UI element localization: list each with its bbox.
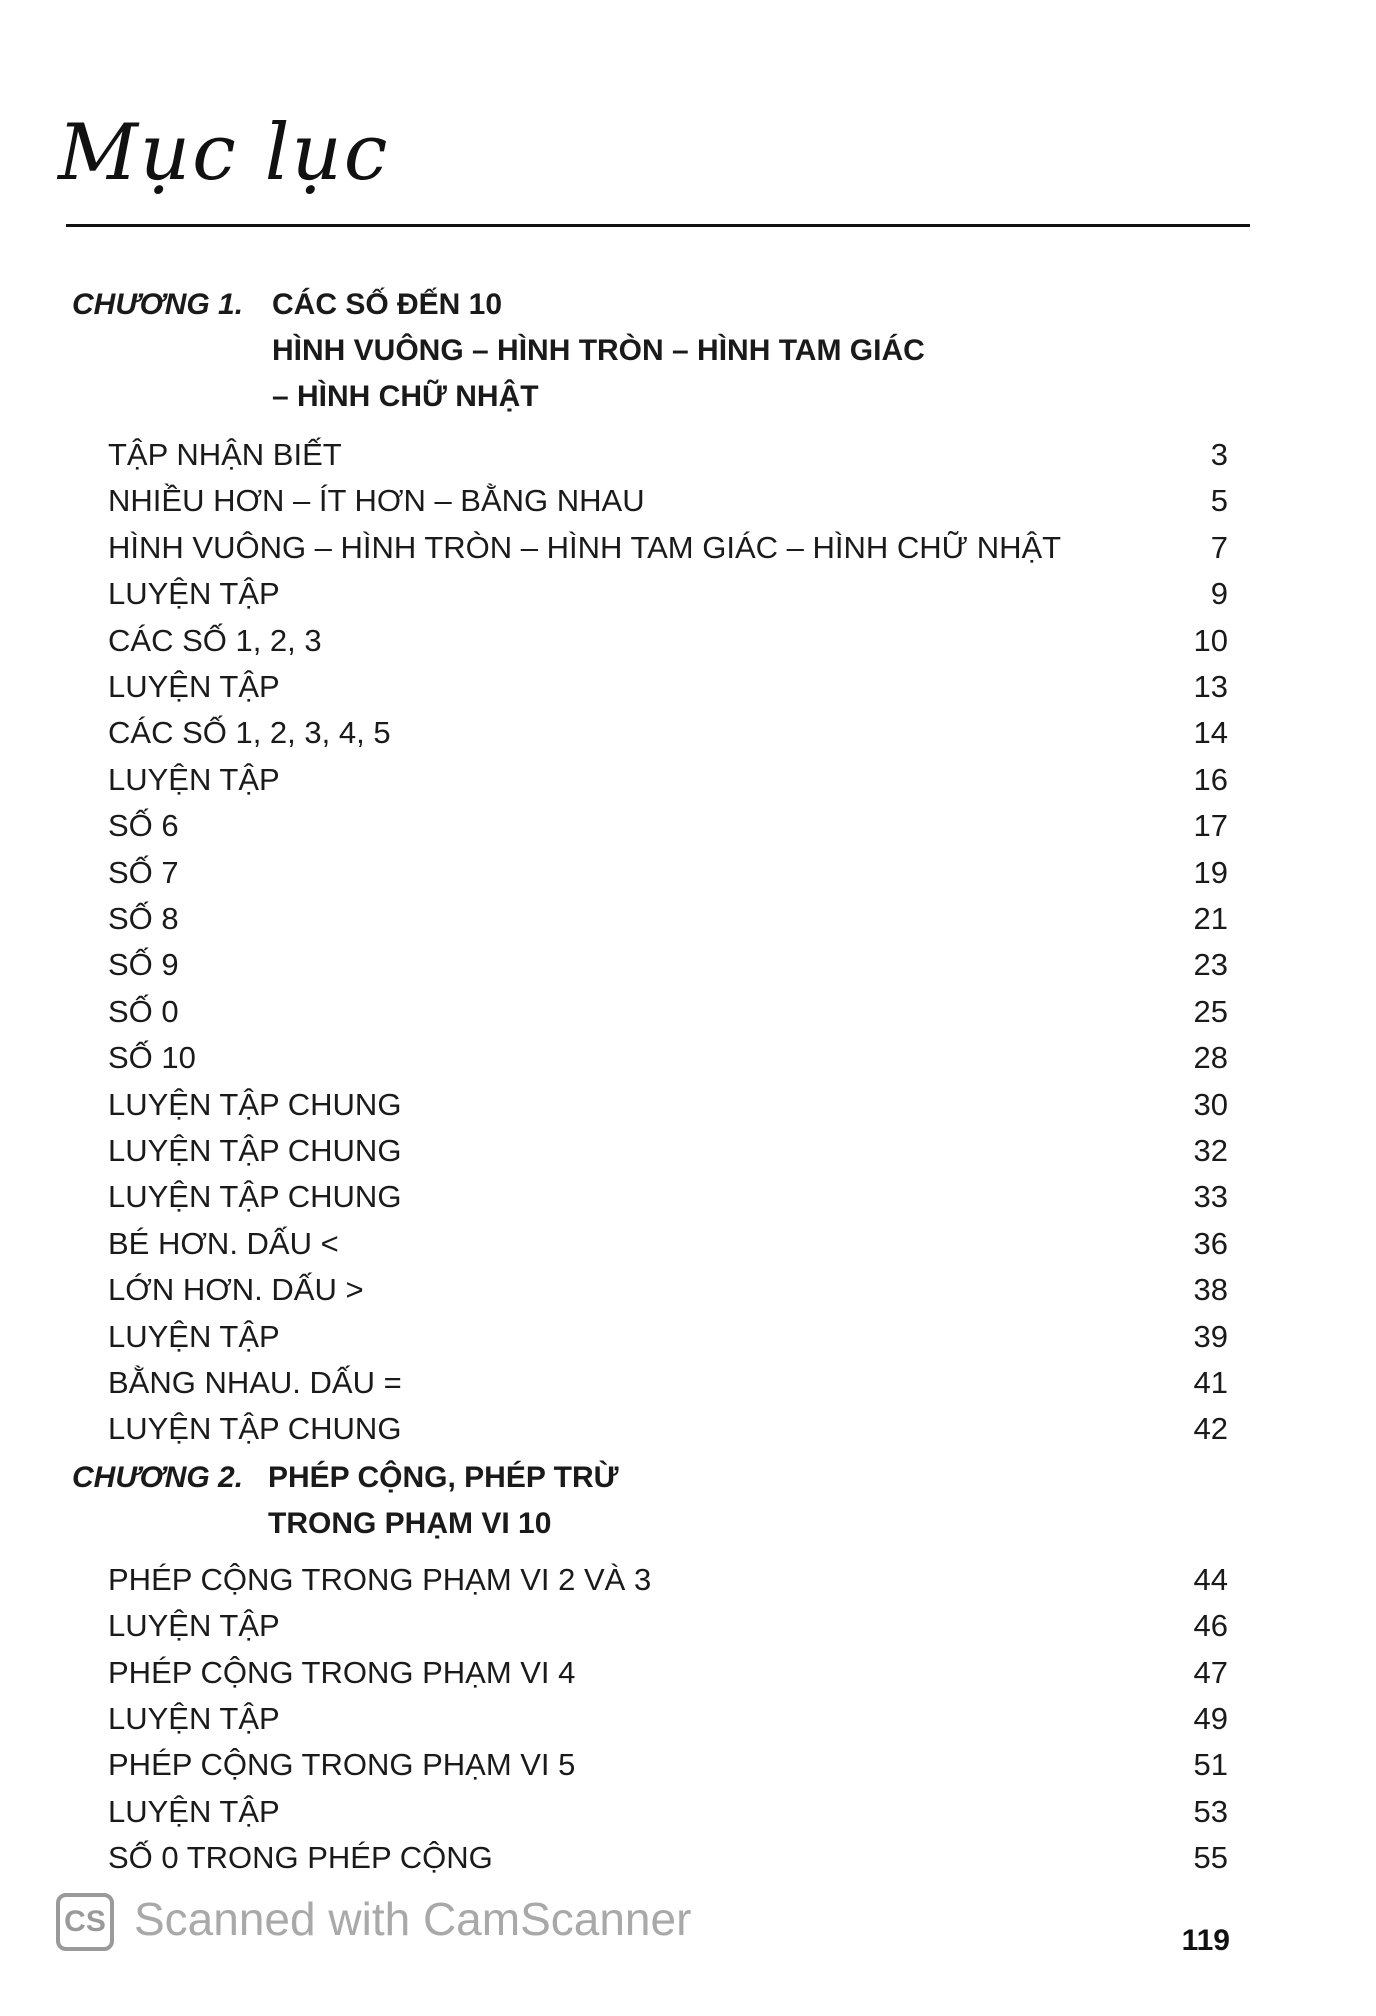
toc-entry: [108, 1603, 1228, 1649]
toc-entry: [108, 803, 1228, 849]
toc-entry-label: LUYỆN TẬP: [108, 576, 280, 611]
scanner-watermark: Scanned with CamScanner: [134, 1893, 692, 1945]
toc-entry-page: 38: [1193, 1272, 1228, 1307]
toc-entry-page: 47: [1193, 1655, 1228, 1690]
toc-entry-page: 23: [1193, 947, 1228, 982]
toc-entry: [108, 478, 1228, 524]
toc-entry-label: LUYỆN TẬP CHUNG: [108, 1087, 402, 1122]
toc-entry-page: 46: [1193, 1608, 1228, 1643]
toc-entry: [108, 432, 1228, 478]
toc-entry-label: SỐ 7: [108, 855, 179, 890]
toc-entry-page: 33: [1193, 1179, 1228, 1214]
toc-entry-page: 49: [1193, 1701, 1228, 1736]
chapter-title: [268, 1455, 619, 1547]
toc-entry-page: 28: [1193, 1040, 1228, 1075]
toc-entry-page: 13: [1193, 669, 1228, 704]
toc-entry-label: SỐ 0: [108, 994, 179, 1029]
toc-entry-page: 5: [1210, 483, 1228, 518]
toc-entry: [108, 1835, 1228, 1881]
toc-entry-label: SỐ 6: [108, 808, 179, 843]
toc-entry-label: HÌNH VUÔNG – HÌNH TRÒN – HÌNH TAM GIÁC – HÌNH CHỮ NHẬT: [108, 530, 1062, 565]
toc-entry-label: LUYỆN TẬP: [108, 1701, 280, 1736]
chapter-title-line: CÁC SỐ ĐẾN 10: [272, 288, 503, 321]
toc-entry-label: NHIỀU HƠN – ÍT HƠN – BẰNG NHAU: [108, 483, 645, 518]
toc-entry-label: LUYỆN TẬP: [108, 1608, 280, 1643]
toc-entry-page: 21: [1193, 901, 1228, 936]
chapter-title-line: PHÉP CỘNG, PHÉP TRỪ: [268, 1460, 619, 1494]
toc-entry-label: BẰNG NHAU. DẤU =: [108, 1365, 402, 1400]
toc-entry: [108, 896, 1228, 942]
toc-entry-label: LUYỆN TẬP CHUNG: [108, 1133, 402, 1168]
chapter-title-line: HÌNH VUÔNG – HÌNH TRÒN – HÌNH TAM GIÁC: [272, 334, 925, 367]
toc-entry: [108, 989, 1228, 1035]
toc-entry: [108, 618, 1228, 664]
toc-entry-page: 3: [1210, 437, 1228, 472]
toc-entry: [108, 1174, 1228, 1220]
toc-entry-page: 55: [1193, 1840, 1228, 1875]
toc-entry-page: 9: [1210, 576, 1228, 611]
toc-entry-page: 44: [1193, 1562, 1228, 1597]
toc-entry-label: LUYỆN TẬP CHUNG: [108, 1179, 402, 1214]
toc-entry-page: 41: [1193, 1365, 1228, 1400]
toc-entry: [108, 1314, 1228, 1360]
toc-entry-label: LUYỆN TẬP CHUNG: [108, 1411, 402, 1446]
toc-entry: [108, 664, 1228, 710]
toc-entry-label: SỐ 9: [108, 947, 179, 982]
toc-entry-label: SỐ 8: [108, 901, 179, 936]
toc-entry-page: 17: [1193, 808, 1228, 843]
page-number: 119: [1181, 1924, 1230, 1957]
toc-entry-label: LUYỆN TẬP: [108, 1319, 280, 1354]
toc-entry: [108, 757, 1228, 803]
toc-entry-page: 30: [1193, 1087, 1228, 1122]
toc-entry: [108, 1557, 1228, 1603]
toc-entry: [108, 1406, 1228, 1452]
toc-entry: [108, 525, 1228, 571]
toc-entry-label: LUYỆN TẬP: [108, 762, 280, 797]
toc-entry: [108, 850, 1228, 896]
toc-entry-label: BÉ HƠN. DẤU <: [108, 1226, 339, 1261]
toc-entry-page: 32: [1193, 1133, 1228, 1168]
toc-entry-page: 36: [1193, 1226, 1228, 1261]
toc-entry: [108, 710, 1228, 756]
toc-entry-label: SỐ 0 TRONG PHÉP CỘNG: [108, 1840, 493, 1875]
toc-entry-page: 39: [1193, 1319, 1228, 1354]
toc-entry: [108, 1650, 1228, 1696]
toc-entry: [108, 1789, 1228, 1835]
toc-entry: [108, 1696, 1228, 1742]
camscanner-logo-icon: CS: [56, 1893, 114, 1951]
toc-entry-label: CÁC SỐ 1, 2, 3, 4, 5: [108, 715, 391, 750]
chapter-title: [272, 282, 925, 420]
toc-entry-page: 14: [1193, 715, 1228, 750]
toc-entry-page: 7: [1210, 530, 1228, 565]
toc-entry: [108, 942, 1228, 988]
toc-entry: [108, 1035, 1228, 1081]
toc-entry: [108, 1221, 1228, 1267]
toc-entry: [108, 1360, 1228, 1406]
toc-entry-label: SỐ 10: [108, 1040, 196, 1075]
chapter-title-line: – HÌNH CHỮ NHẬT: [272, 380, 539, 413]
toc-entry-label: LỚN HƠN. DẤU >: [108, 1272, 364, 1307]
toc-entry-label: TẬP NHẬN BIẾT: [108, 437, 342, 472]
chapter-title-line: TRONG PHẠM VI 10: [268, 1506, 552, 1540]
toc-entry: [108, 1742, 1228, 1788]
chapter-label: CHƯƠNG 2.: [72, 1460, 244, 1494]
toc-entry: [108, 1267, 1228, 1313]
toc-entry-page: 10: [1193, 623, 1228, 658]
page-title: Mục lục: [58, 108, 390, 198]
toc-entry-page: 51: [1193, 1747, 1228, 1782]
toc-entry-page: 16: [1193, 762, 1228, 797]
toc-entry-page: 19: [1193, 855, 1228, 890]
toc-entry-page: 53: [1193, 1794, 1228, 1829]
toc-entry-page: 42: [1193, 1411, 1228, 1446]
toc-entry-label: LUYỆN TẬP: [108, 669, 280, 704]
toc-entry-page: 25: [1193, 994, 1228, 1029]
toc-entry-label: LUYỆN TẬP: [108, 1794, 280, 1829]
chapter-label: CHƯƠNG 1.: [72, 288, 244, 321]
toc-entry-label: PHÉP CỘNG TRONG PHẠM VI 5: [108, 1747, 576, 1782]
toc-entry: [108, 571, 1228, 617]
toc-entry: [108, 1128, 1228, 1174]
toc-entry-label: PHÉP CỘNG TRONG PHẠM VI 2 VÀ 3: [108, 1562, 652, 1597]
title-divider: [66, 224, 1250, 227]
toc-entry-label: PHÉP CỘNG TRONG PHẠM VI 4: [108, 1655, 576, 1690]
toc-entry: [108, 1082, 1228, 1128]
toc-entry-label: CÁC SỐ 1, 2, 3: [108, 623, 322, 658]
